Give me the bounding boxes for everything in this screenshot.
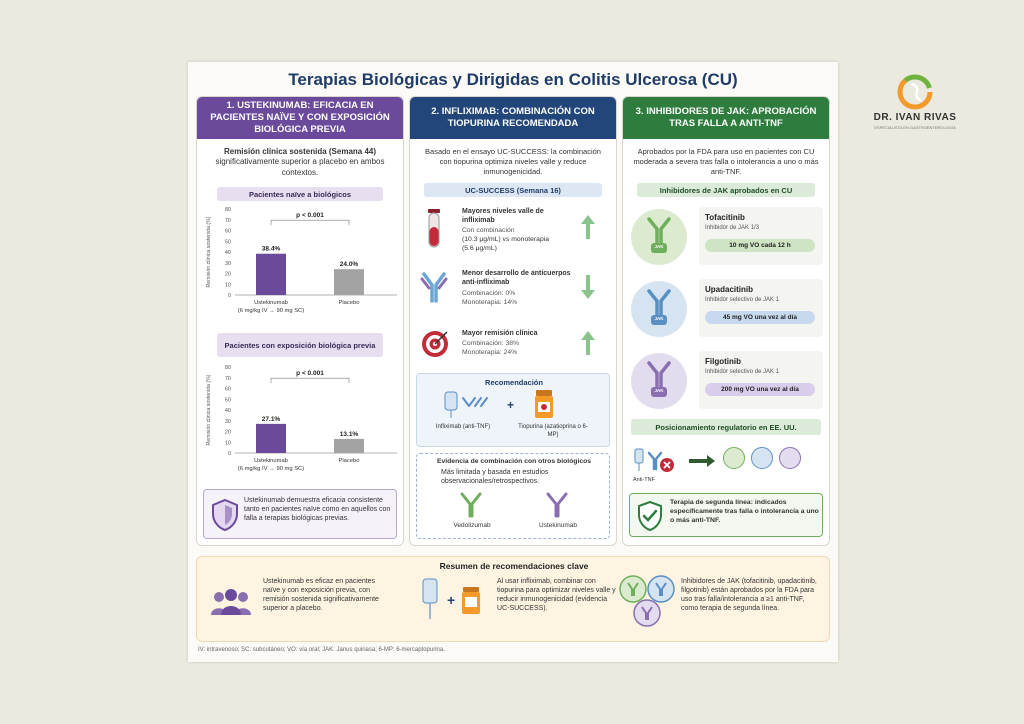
drug-dose: 200 mg VO una vez al día [705, 383, 815, 396]
y-tick-label: 50 [224, 239, 231, 246]
summary-item-ustekinumab: Ustekinumab es eficaz en pacientes naïve y con exposición previa, con remisión sostenida significativamente superior a placebo. [263, 578, 379, 613]
drug-desc: Inhibidor selectivo de JAK 1 [705, 369, 780, 375]
page-title: Terapias Biológicas y Dirigidas en Colitis Ulcerosa (CU) [288, 70, 738, 89]
evidence-text: Más limitada y basada en estudios observacionales/retrospectivos. [441, 469, 549, 486]
drug-desc: Inhibidor selectivo de JAK 1 [705, 297, 780, 303]
y-tick-label: 20 [224, 271, 231, 278]
drug-dose: 10 mg VO cada 12 h [705, 239, 815, 252]
drug-name: Filgotinib [705, 357, 741, 366]
drug-desc: Inhibidor de JAK 1/3 [705, 225, 760, 231]
abbreviations-footer: IV: intravenoso; SC: subcutáneo; VO: vía oral; JAK: Janus quinasa; 6-MP: 6-mercaptopurina. [198, 647, 445, 653]
y-tick-label: 80 [224, 207, 231, 213]
bar [256, 254, 286, 295]
naive-bar-chart [201, 203, 401, 336]
x-tick-label: Ustekinumab [254, 300, 288, 306]
infliximab-header: 2. INFLIXIMAB: COMBINACIÓN CON TIOPURINA RECOMENDADA [410, 97, 616, 139]
jak-molecule-icon [645, 217, 673, 257]
infliximab-column [409, 96, 617, 546]
p-value-annotation: p < 0.001 [296, 370, 324, 378]
jak-badge: JAK [654, 316, 664, 321]
brand-logo [865, 74, 965, 134]
tofacitinib-card [699, 207, 823, 265]
x-tick-label: (6 mg/kg IV → 90 mg SC) [237, 466, 305, 472]
data-label: 38.4% [261, 245, 281, 253]
item-title: Menor desarrollo de anticuerpos anti-infliximab [462, 270, 571, 287]
ustekinumab-intro-bold: Remisión clínica sostenida (Semana 44) [223, 147, 377, 156]
drug-dose: 45 mg VO una vez al día [705, 311, 815, 324]
arrow-up-icon [580, 329, 596, 357]
y-tick-label: 40 [224, 408, 231, 414]
item-line1: Combinación: 0% [462, 290, 516, 297]
ustekinumab-intro-text: significativamente superior a placebo en ambos contextos. [215, 157, 385, 177]
arrow-up-icon [580, 213, 596, 241]
bar [334, 439, 364, 453]
jak-list-label: Inhibidores de JAK aprobados en CU [637, 183, 815, 197]
x-tick-label: Placebo [338, 458, 360, 464]
y-tick-label: 70 [224, 217, 231, 224]
bar [334, 269, 364, 295]
previous-exposure-bar-chart [201, 361, 401, 494]
jak-molecule-icon [645, 361, 673, 401]
iv-bag-icon [443, 390, 489, 420]
list-item [410, 203, 616, 261]
tofacitinib-mini-icon [723, 447, 745, 469]
y-axis-label: Remisión clínica sostenida (%) [206, 216, 212, 288]
blood-tube-icon [424, 207, 444, 251]
y-tick-label: 10 [224, 440, 231, 447]
y-tick-label: 30 [224, 260, 231, 267]
list-item [623, 205, 829, 269]
jak-intro: Aprobados por la FDA para uso en pacientes con CU moderada a severa tras falla o intolerancia a uno o más anti-TNF. [633, 147, 819, 176]
drug-name: Upadacitinib [705, 285, 754, 294]
shield-check-icon [636, 500, 664, 532]
vedolizumab-antibody-icon [459, 492, 483, 518]
regulatory-label: Posicionamiento regulatorio en EE. UU. [631, 419, 821, 435]
recommendation-label: Recomendación [485, 378, 543, 387]
jak-badge: JAK [654, 388, 664, 393]
jak-header: 3. INHIBIDORES DE JAK: APROBACIÓN TRAS FALLA A ANTI-TNF [623, 97, 829, 139]
y-tick-label: 30 [224, 418, 231, 425]
x-tick-label: Placebo [338, 300, 360, 306]
recommendation-box [416, 373, 610, 447]
svg-text:+: + [447, 592, 456, 608]
jak-column [622, 96, 830, 546]
antibody-icon [420, 271, 448, 303]
y-tick-label: 0 [227, 293, 231, 299]
item-title: Mayor remisión clínica [462, 330, 538, 337]
data-label: 27.1% [261, 415, 281, 423]
y-tick-label: 20 [224, 429, 231, 436]
y-tick-label: 50 [224, 397, 231, 404]
ustekinumab-column [196, 96, 404, 546]
logo-mark-icon [865, 74, 965, 110]
arrow-right-icon [689, 455, 715, 467]
ustekinumab-header: 1. USTEKINUMAB: EFICACIA EN PACIENTES NAÏVE Y CON EXPOSICIÓN BIOLÓGICA PREVIA [197, 97, 403, 139]
second-line-text: Terapia de segunda línea: indicados específicamente tras falla o intolerancia a uno o más anti-TNF. [670, 499, 819, 524]
evidence-box [416, 453, 610, 539]
data-label: 13.1% [339, 430, 359, 438]
bar [256, 424, 286, 453]
pill-bottle-icon [533, 388, 555, 420]
ustekinumab-conclusion-box [203, 489, 397, 539]
naive-panel-label: Pacientes naïve a biológicos [217, 187, 383, 201]
significance-bracket [271, 378, 349, 383]
summary-title: Resumen de recomendaciones clave [439, 561, 589, 571]
arrow-down-icon [580, 273, 596, 301]
significance-bracket [271, 220, 349, 225]
y-tick-label: 70 [224, 375, 231, 382]
y-tick-label: 60 [224, 386, 231, 393]
previous-exposure-panel-label: Pacientes con exposición biológica previa [217, 333, 383, 357]
rec-drug-thiopurine: Tiopurina (azatioprina o 6-MP) [518, 424, 588, 438]
plus-icon: + [507, 398, 515, 412]
x-tick-label: (6 mg/kg IV → 90 mg SC) [237, 308, 305, 314]
ustekinumab-antibody-icon [545, 492, 569, 518]
ustekinumab-conclusion: Ustekinumab demuestra eficacia consistente tanto en pacientes naïve como en aquellos con falla a terapias biológicas previas. [244, 497, 391, 523]
list-item [623, 277, 829, 341]
logo-name: DR. IVAN RIVAS [873, 112, 957, 123]
jak-molecule-icon [645, 289, 673, 329]
y-tick-label: 40 [224, 250, 231, 256]
upadacitinib-mini-icon [751, 447, 773, 469]
shield-icon [210, 498, 240, 532]
list-item [410, 325, 616, 369]
p-value-annotation: p < 0.001 [296, 212, 324, 220]
summary-box [196, 556, 830, 642]
item-line1: Combinación: 38% [462, 340, 520, 347]
item-line2: Monoterapia: 24% [462, 349, 518, 356]
infliximab-intro: Basado en el ensayo UC-SUCCESS: la combinación con tiopurina optimiza niveles valle y reduce inmunogenicidad. [425, 147, 601, 176]
upadacitinib-card [699, 279, 823, 337]
logo-subtitle: ESPECIALISTA EN GASTROENTEROLOGÍA [874, 125, 956, 130]
evidence-drug-ustekinumab: Ustekinumab [539, 522, 577, 529]
uc-success-label: UC-SUCCESS (Semana 16) [424, 183, 602, 197]
summary-item-infliximab: Al usar infliximab, combinar con tiopurina para optimizar niveles valle y reducir inmunogenicidad (evidencia UC-SUCCESS). [497, 578, 616, 613]
jak-badge: JAK [654, 244, 664, 249]
x-tick-label: Ustekinumab [254, 458, 288, 464]
list-item [410, 265, 616, 317]
rec-drug-infliximab: Infliximab (anti-TNF) [435, 424, 491, 430]
filgotinib-card [699, 351, 823, 409]
item-line2: Monoterapia: 14% [462, 299, 518, 306]
infographic-poster [188, 62, 838, 662]
item-line3: (5.6 µg/mL) [462, 245, 497, 252]
evidence-title: Evidencia de combinación con otros biológicos [436, 458, 592, 465]
item-title: Mayores niveles valle de infliximab [462, 208, 544, 225]
data-label: 24.0% [339, 261, 359, 269]
y-tick-label: 80 [224, 365, 231, 371]
jak-inhibitors-icon [617, 573, 677, 631]
y-tick-label: 60 [224, 228, 231, 235]
y-tick-label: 10 [224, 282, 231, 289]
y-axis-label: Remisión clínica sostenida (%) [206, 374, 212, 446]
y-tick-label: 0 [227, 451, 231, 457]
drug-name: Tofacitinib [705, 213, 745, 222]
patients-group-icon [209, 587, 253, 617]
summary-item-jak: Inhibidores de JAK (tofacitinib, upadacitinib, filgotinib) están aprobados por la FDA para uso tras falla/intolerancia a ≥1 anti-TNF, como terapia de segunda línea. [681, 578, 817, 613]
item-line2: (10.3 µg/mL) vs monoterapia [462, 236, 550, 243]
regulatory-flow [623, 443, 829, 487]
target-icon [420, 329, 450, 359]
anti-tnf-label: Anti-TNF [633, 477, 655, 483]
combination-therapy-icon [419, 577, 485, 623]
filgotinib-mini-icon [779, 447, 801, 469]
evidence-drug-vedolizumab: Vedolizumab [453, 522, 491, 529]
item-line1: Con combinación [462, 227, 515, 234]
second-line-box [629, 493, 823, 537]
ustekinumab-intro [205, 147, 395, 178]
list-item [623, 349, 829, 413]
anti-tnf-failure-icon [633, 447, 677, 475]
